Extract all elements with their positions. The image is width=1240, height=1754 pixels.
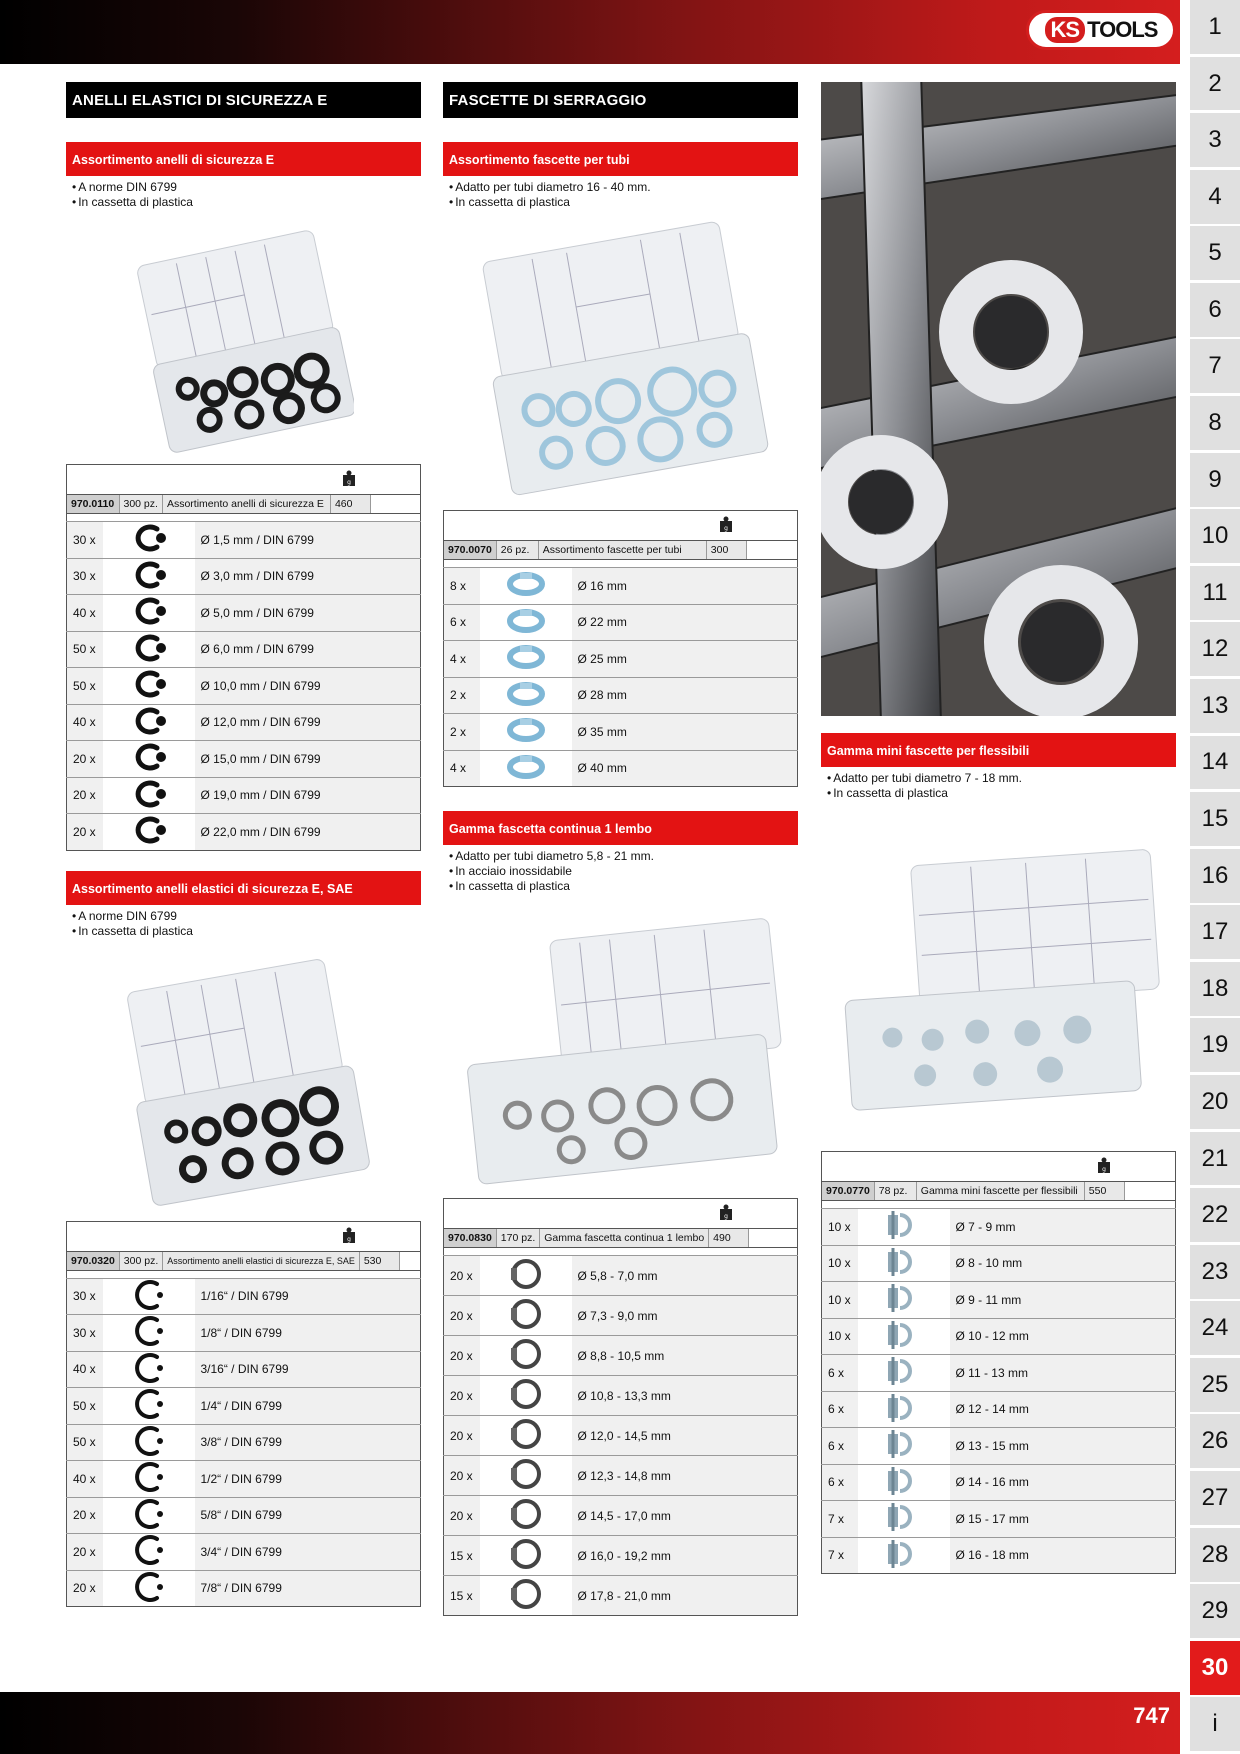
article-code: 970.0830 (444, 1229, 496, 1247)
ering-black-icon (103, 522, 195, 559)
weight-icon (719, 1204, 733, 1220)
quantity: 20 x (67, 814, 103, 851)
table-row (444, 568, 798, 605)
quantity: 4 x (444, 750, 480, 787)
article-weight: 300 (706, 541, 746, 559)
quantity: 20 x (444, 1256, 480, 1296)
hose-clamp-icon (480, 714, 572, 751)
table-row (444, 1336, 798, 1376)
chapter-tab[interactable]: 30 (1190, 1641, 1240, 1695)
brand-logo[interactable] (1026, 10, 1176, 50)
svg-text:g: g (347, 1235, 351, 1243)
quantity: 40 x (67, 1461, 103, 1498)
size-description: Ø 19,0 mm / DIN 6799 (195, 777, 421, 814)
article-name: Gamma fascetta continua 1 lembo (540, 1229, 709, 1247)
table-row (67, 1534, 421, 1571)
svg-text:g: g (347, 479, 351, 486)
table-row (67, 741, 421, 778)
size-description: Ø 5,0 mm / DIN 6799 (195, 595, 421, 632)
mini-clamp-icon (858, 1428, 950, 1465)
spec-table (66, 1221, 421, 1608)
quantity: 7 x (822, 1501, 858, 1538)
size-description: Ø 7,3 - 9,0 mm (572, 1296, 798, 1336)
article-name: Assortimento anelli elastici di sicurezza E, SAE (163, 1252, 360, 1270)
table-row (444, 714, 798, 751)
size-description: Ø 14,5 - 17,0 mm (572, 1496, 798, 1536)
top-banner (0, 0, 1180, 64)
chapter-tab[interactable]: 10 (1190, 509, 1240, 563)
table-row (67, 814, 421, 851)
quantity: 10 x (822, 1209, 858, 1246)
mini-clamp-icon (858, 1318, 950, 1355)
feature-item: • In cassetta di plastica (449, 195, 792, 210)
feature-item: • In cassetta di plastica (72, 195, 415, 210)
quantity: 50 x (67, 631, 103, 668)
table-row (822, 1209, 1176, 1246)
table-row (444, 750, 798, 787)
logo-ks: KS (1045, 17, 1086, 43)
ering-black-icon (103, 668, 195, 705)
table-row (67, 1278, 421, 1315)
chapter-tab[interactable]: 28 (1190, 1528, 1240, 1582)
article-info-row (67, 495, 421, 514)
piece-count: 300 pz. (119, 1252, 162, 1270)
chapter-tab[interactable]: 6 (1190, 283, 1240, 337)
size-description: Ø 3,0 mm / DIN 6799 (195, 558, 421, 595)
article-code: 970.0110 (67, 495, 119, 513)
table-row (822, 1355, 1176, 1392)
size-description: Ø 8 - 10 mm (950, 1245, 1176, 1282)
product-title: Gamma fascetta continua 1 lembo (443, 811, 798, 845)
quantity: 20 x (67, 1534, 103, 1571)
ering-sae-icon (103, 1388, 195, 1425)
piece-count: 170 pz. (496, 1229, 539, 1247)
ering-sae-icon (103, 1570, 195, 1607)
mini-clamp-icon (858, 1501, 950, 1538)
article-weight: 530 (359, 1252, 399, 1270)
chapter-tab[interactable]: 1 (1190, 0, 1240, 54)
product-title: Assortimento anelli elastici di sicurezza E, SAE (66, 871, 421, 905)
piece-count: 78 pz. (874, 1182, 916, 1200)
table-row (444, 1536, 798, 1576)
product-image-case-mini-clamps (829, 835, 1169, 1135)
ering-black-icon (103, 631, 195, 668)
hose-clamp-icon (480, 604, 572, 641)
size-description: Ø 11 - 13 mm (950, 1355, 1176, 1392)
chapter-tab[interactable]: 25 (1190, 1358, 1240, 1412)
table-row (822, 1391, 1176, 1428)
logo-tools: TOOLS (1087, 17, 1158, 42)
table-row (67, 1570, 421, 1607)
size-description: Ø 1,5 mm / DIN 6799 (195, 522, 421, 559)
chapter-tab[interactable]: 8 (1190, 396, 1240, 450)
chapter-tabs (1190, 0, 1240, 1754)
article-code: 970.0770 (822, 1182, 874, 1200)
chapter-tab[interactable]: 11 (1190, 566, 1240, 620)
feature-item: • In acciaio inossidabile (449, 864, 792, 879)
table-row (67, 1315, 421, 1352)
article-weight: 460 (330, 495, 370, 513)
quantity: 20 x (444, 1336, 480, 1376)
chapter-tab[interactable]: 13 (1190, 679, 1240, 733)
chapter-tab[interactable]: 5 (1190, 226, 1240, 280)
quantity: 30 x (67, 522, 103, 559)
product-image-case-sae-rings (114, 949, 374, 1219)
table-row (822, 1501, 1176, 1538)
table-row (822, 1464, 1176, 1501)
chapter-tab[interactable]: i (1190, 1697, 1240, 1751)
mini-clamp-icon (858, 1245, 950, 1282)
table-row (444, 1256, 798, 1296)
quantity: 20 x (444, 1376, 480, 1416)
quantity: 30 x (67, 1315, 103, 1352)
chapter-tab[interactable]: 14 (1190, 736, 1240, 790)
quantity: 30 x (67, 1278, 103, 1315)
feature-item: • A norme DIN 6799 (72, 909, 415, 924)
table-row (67, 1388, 421, 1425)
feature-list (443, 176, 798, 214)
quantity: 30 x (67, 558, 103, 595)
article-code: 970.0320 (67, 1252, 119, 1270)
size-description: Ø 35 mm (572, 714, 798, 751)
ering-black-icon (103, 595, 195, 632)
ering-sae-icon (103, 1534, 195, 1571)
size-description: Ø 9 - 11 mm (950, 1282, 1176, 1319)
ear-clamp-icon (480, 1456, 572, 1496)
quantity: 10 x (822, 1245, 858, 1282)
size-description: Ø 22,0 mm / DIN 6799 (195, 814, 421, 851)
mini-clamp-icon (858, 1282, 950, 1319)
table-row (67, 631, 421, 668)
ering-sae-icon (103, 1278, 195, 1315)
feature-list (66, 176, 421, 214)
hose-clamp-icon (480, 677, 572, 714)
hose-clamp-icon (480, 568, 572, 605)
hose-clamp-icon (480, 750, 572, 787)
ear-clamp-icon (480, 1536, 572, 1576)
mini-clamp-icon (858, 1537, 950, 1574)
feature-item: • In cassetta di plastica (449, 879, 792, 894)
quantity: 6 x (444, 604, 480, 641)
feature-list (821, 767, 1176, 805)
chapter-tab[interactable]: 2 (1190, 57, 1240, 111)
quantity: 6 x (822, 1355, 858, 1392)
table-row (67, 522, 421, 559)
size-description: 5/8“ / DIN 6799 (195, 1497, 421, 1534)
quantity: 15 x (444, 1576, 480, 1616)
quantity: 8 x (444, 568, 480, 605)
table-row (822, 1318, 1176, 1355)
ear-clamp-icon (480, 1576, 572, 1616)
spec-table (66, 464, 421, 851)
wrench-photo (821, 82, 1176, 716)
column-3 (821, 733, 1176, 1574)
ering-sae-icon (103, 1497, 195, 1534)
table-row (822, 1282, 1176, 1319)
table-row (444, 1376, 798, 1416)
chapter-tab[interactable]: 29 (1190, 1584, 1240, 1638)
size-description: Ø 17,8 - 21,0 mm (572, 1576, 798, 1616)
quantity: 2 x (444, 714, 480, 751)
hose-clamp-icon (480, 641, 572, 678)
size-description: Ø 12,0 - 14,5 mm (572, 1416, 798, 1456)
weight-icon (342, 470, 356, 486)
piece-count: 26 pz. (496, 541, 538, 559)
spec-table (443, 1198, 798, 1616)
product-image-case-black-rings (134, 226, 354, 456)
size-description: Ø 16,0 - 19,2 mm (572, 1536, 798, 1576)
mini-clamp-icon (858, 1464, 950, 1501)
quantity: 20 x (444, 1496, 480, 1536)
bottom-banner (0, 1692, 1180, 1754)
size-description: 1/2“ / DIN 6799 (195, 1461, 421, 1498)
size-description: Ø 12,3 - 14,8 mm (572, 1456, 798, 1496)
ering-sae-icon (103, 1461, 195, 1498)
spec-table (443, 510, 798, 787)
chapter-tab[interactable]: 17 (1190, 905, 1240, 959)
size-description: 1/16“ / DIN 6799 (195, 1278, 421, 1315)
quantity: 6 x (822, 1428, 858, 1465)
quantity: 40 x (67, 1351, 103, 1388)
table-row (444, 1456, 798, 1496)
mini-clamp-icon (858, 1355, 950, 1392)
chapter-tab[interactable]: 24 (1190, 1301, 1240, 1355)
quantity: 10 x (822, 1282, 858, 1319)
chapter-tab[interactable]: 16 (1190, 849, 1240, 903)
table-row (67, 704, 421, 741)
size-description: Ø 7 - 9 mm (950, 1209, 1176, 1246)
chapter-tab[interactable]: 20 (1190, 1075, 1240, 1129)
ering-black-icon (103, 704, 195, 741)
article-weight: 490 (709, 1229, 749, 1247)
table-row (67, 1461, 421, 1498)
article-weight: 550 (1084, 1182, 1124, 1200)
chapter-tab[interactable]: 12 (1190, 622, 1240, 676)
section-heading: ANELLI ELASTICI DI SICUREZZA E (66, 82, 421, 118)
quantity: 15 x (444, 1536, 480, 1576)
ear-clamp-icon (480, 1376, 572, 1416)
article-name: Assortimento fascette per tubi (538, 541, 706, 559)
quantity: 20 x (67, 1570, 103, 1607)
size-description: 3/8“ / DIN 6799 (195, 1424, 421, 1461)
size-description: Ø 10,0 mm / DIN 6799 (195, 668, 421, 705)
size-description: Ø 10 - 12 mm (950, 1318, 1176, 1355)
quantity: 2 x (444, 677, 480, 714)
feature-list (443, 845, 798, 898)
table-row (822, 1245, 1176, 1282)
table-row (67, 777, 421, 814)
size-description: Ø 15,0 mm / DIN 6799 (195, 741, 421, 778)
feature-list (66, 905, 421, 943)
quantity: 20 x (67, 1497, 103, 1534)
size-description: Ø 6,0 mm / DIN 6799 (195, 631, 421, 668)
product-image-case-hose-clamps (471, 220, 771, 500)
size-description: 1/4“ / DIN 6799 (195, 1388, 421, 1425)
ear-clamp-icon (480, 1496, 572, 1536)
quantity: 40 x (67, 704, 103, 741)
chapter-tab[interactable]: 22 (1190, 1188, 1240, 1242)
feature-item: • A norme DIN 6799 (72, 180, 415, 195)
mini-clamp-icon (858, 1209, 950, 1246)
quantity: 10 x (822, 1318, 858, 1355)
quantity: 20 x (444, 1416, 480, 1456)
article-info-row (822, 1182, 1176, 1201)
table-row (67, 1497, 421, 1534)
size-description: Ø 12 - 14 mm (950, 1391, 1176, 1428)
quantity: 50 x (67, 668, 103, 705)
spec-table (821, 1151, 1176, 1574)
piece-count: 300 pz. (119, 495, 162, 513)
article-info-row (444, 541, 798, 560)
quantity: 50 x (67, 1424, 103, 1461)
chapter-tab[interactable]: 27 (1190, 1471, 1240, 1525)
quantity: 20 x (67, 741, 103, 778)
size-description: Ø 16 - 18 mm (950, 1537, 1176, 1574)
article-code: 970.0070 (444, 541, 496, 559)
table-row (444, 604, 798, 641)
product-title: Assortimento anelli di sicurezza E (66, 142, 421, 176)
quantity: 20 x (67, 777, 103, 814)
size-description: Ø 28 mm (572, 677, 798, 714)
ear-clamp-icon (480, 1256, 572, 1296)
chapter-tab[interactable]: 26 (1190, 1414, 1240, 1468)
table-row (67, 668, 421, 705)
size-description: Ø 25 mm (572, 641, 798, 678)
table-row (67, 1424, 421, 1461)
table-row (444, 1296, 798, 1336)
table-row (822, 1537, 1176, 1574)
product-title: Assortimento fascette per tubi (443, 142, 798, 176)
article-info-row (444, 1229, 798, 1248)
table-row (444, 677, 798, 714)
table-row (444, 641, 798, 678)
table-row (67, 595, 421, 632)
feature-item: • In cassetta di plastica (827, 786, 1170, 801)
quantity: 20 x (444, 1296, 480, 1336)
quantity: 4 x (444, 641, 480, 678)
weight-icon (1097, 1157, 1111, 1173)
product-title: Gamma mini fascette per flessibili (821, 733, 1176, 767)
size-description: Ø 12,0 mm / DIN 6799 (195, 704, 421, 741)
size-description: Ø 8,8 - 10,5 mm (572, 1336, 798, 1376)
weight-icon (342, 1227, 356, 1243)
feature-item: • Adatto per tubi diametro 16 - 40 mm. (449, 180, 792, 195)
size-description: Ø 16 mm (572, 568, 798, 605)
table-row (822, 1428, 1176, 1465)
svg-text:g: g (724, 525, 728, 532)
chapter-tab[interactable]: 18 (1190, 962, 1240, 1016)
size-description: 7/8“ / DIN 6799 (195, 1570, 421, 1607)
ering-sae-icon (103, 1424, 195, 1461)
mini-clamp-icon (858, 1391, 950, 1428)
ering-black-icon (103, 741, 195, 778)
ering-sae-icon (103, 1315, 195, 1352)
ering-black-icon (103, 814, 195, 851)
table-row (444, 1496, 798, 1536)
chapter-tab[interactable]: 4 (1190, 170, 1240, 224)
ear-clamp-icon (480, 1296, 572, 1336)
chapter-tab[interactable]: 21 (1190, 1132, 1240, 1186)
svg-text:g: g (724, 1213, 728, 1220)
quantity: 7 x (822, 1537, 858, 1574)
chapter-tab[interactable]: 3 (1190, 113, 1240, 167)
size-description: Ø 15 - 17 mm (950, 1501, 1176, 1538)
size-description: Ø 5,8 - 7,0 mm (572, 1256, 798, 1296)
column-2 (443, 82, 798, 1616)
size-description: 1/8“ / DIN 6799 (195, 1315, 421, 1352)
quantity: 6 x (822, 1391, 858, 1428)
table-row (444, 1416, 798, 1456)
chapter-tab[interactable]: 19 (1190, 1018, 1240, 1072)
column-1 (66, 82, 421, 1607)
weight-icon (719, 516, 733, 532)
svg-text:g: g (1102, 1166, 1106, 1173)
ering-black-icon (103, 777, 195, 814)
article-name: Assortimento anelli di sicurezza E (162, 495, 330, 513)
article-name: Gamma mini fascette per flessibili (916, 1182, 1084, 1200)
ering-sae-icon (103, 1351, 195, 1388)
ear-clamp-icon (480, 1416, 572, 1456)
size-description: Ø 13 - 15 mm (950, 1428, 1176, 1465)
section-heading: FASCETTE DI SERRAGGIO (443, 82, 798, 118)
size-description: Ø 40 mm (572, 750, 798, 787)
size-description: Ø 10,8 - 13,3 mm (572, 1376, 798, 1416)
size-description: Ø 14 - 16 mm (950, 1464, 1176, 1501)
quantity: 6 x (822, 1464, 858, 1501)
chapter-tab[interactable]: 9 (1190, 453, 1240, 507)
chapter-tab[interactable]: 7 (1190, 339, 1240, 393)
feature-item: • Adatto per tubi diametro 7 - 18 mm. (827, 771, 1170, 786)
size-description: 3/4“ / DIN 6799 (195, 1534, 421, 1571)
feature-item: • Adatto per tubi diametro 5,8 - 21 mm. (449, 849, 792, 864)
article-info-row (67, 1251, 421, 1270)
chapter-tab[interactable]: 23 (1190, 1245, 1240, 1299)
feature-item: • In cassetta di plastica (72, 924, 415, 939)
size-description: Ø 22 mm (572, 604, 798, 641)
table-row (67, 1351, 421, 1388)
ering-black-icon (103, 558, 195, 595)
quantity: 40 x (67, 595, 103, 632)
table-row (67, 558, 421, 595)
chapter-tab[interactable]: 15 (1190, 792, 1240, 846)
product-image-case-ear-clamps (451, 904, 791, 1194)
quantity: 50 x (67, 1388, 103, 1425)
ear-clamp-icon (480, 1336, 572, 1376)
page-number: 747 (1133, 1703, 1170, 1728)
size-description: 3/16“ / DIN 6799 (195, 1351, 421, 1388)
table-row (444, 1576, 798, 1616)
quantity: 20 x (444, 1456, 480, 1496)
